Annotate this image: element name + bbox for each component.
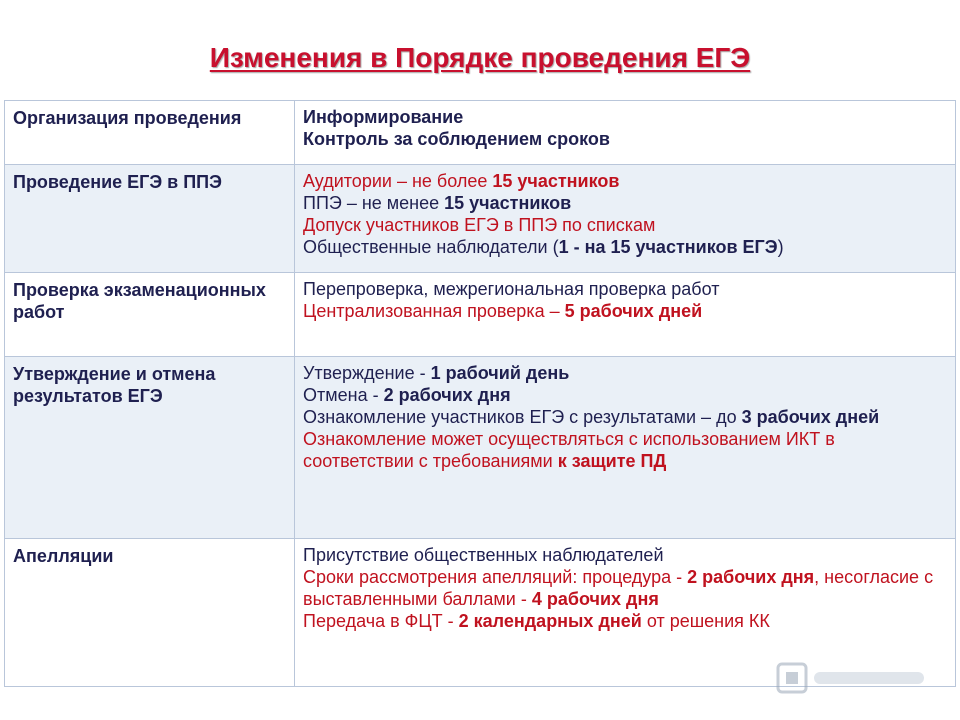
detail-line	[303, 278, 947, 300]
detail-line	[303, 214, 947, 236]
row-details	[295, 357, 956, 539]
detail-line	[303, 610, 947, 632]
emphasis-text: 1 рабочий день	[430, 363, 570, 383]
detail-text: Ознакомление может осуществляться с использованием ИКТ в соответствии с требованиями	[303, 429, 835, 471]
emphasis-text: 1 - на 15 участников ЕГЭ	[558, 237, 778, 257]
detail-text: ППЭ – не менее	[303, 193, 445, 213]
changes-table-body	[5, 101, 956, 687]
row-label: Утверждение и отмена результатов ЕГЭ	[5, 357, 295, 539]
detail-text: Присутствие общественных наблюдателей	[303, 545, 664, 565]
row-label: Апелляции	[5, 539, 295, 687]
table-row-appeals	[5, 539, 956, 687]
detail-line	[303, 544, 947, 566]
emphasis-text: к защите ПД	[557, 451, 667, 471]
emphasis-text: 15 участников	[492, 171, 620, 191]
detail-text: Утверждение -	[303, 363, 431, 383]
detail-text: Передача в ФЦТ -	[303, 611, 459, 631]
detail-line	[303, 566, 947, 610]
emphasis-text: 2 рабочих дня	[383, 385, 511, 405]
table-row-checking	[5, 273, 956, 357]
table-row-organization	[5, 101, 956, 165]
detail-text: от решения КК	[641, 611, 770, 631]
row-label: Организация проведения	[5, 101, 295, 165]
emphasis-text: Контроль за соблюдением сроков	[303, 129, 610, 149]
changes-table	[4, 100, 956, 687]
detail-line	[303, 236, 947, 258]
detail-line	[303, 170, 947, 192]
detail-text: Общественные наблюдатели (	[303, 237, 559, 257]
detail-line	[303, 128, 947, 150]
row-details	[295, 165, 956, 273]
emphasis-text: Информирование	[303, 107, 464, 127]
emphasis-text: 5 рабочих дней	[564, 301, 703, 321]
row-details	[295, 101, 956, 165]
detail-text: , несогласие с выставленными баллами -	[303, 567, 934, 609]
emphasis-text: 4 рабочих дня	[531, 589, 659, 609]
page-title: Изменения в Порядке проведения ЕГЭ	[209, 42, 751, 73]
emphasis-text: 2 календарных дней	[458, 611, 642, 631]
emphasis-text: 2 рабочих дня	[687, 567, 815, 587]
row-label: Проверка экзаменационных работ	[5, 273, 295, 357]
detail-line	[303, 362, 947, 384]
detail-text: Перепроверка, межрегиональная проверка работ	[303, 279, 720, 299]
detail-text: Централизованная проверка –	[303, 301, 565, 321]
table-row-conduct	[5, 165, 956, 273]
detail-text: Отмена -	[303, 385, 384, 405]
emphasis-text: 15 участников	[444, 193, 572, 213]
row-label: Проведение ЕГЭ в ППЭ	[5, 165, 295, 273]
detail-text: Аудитории – не более	[303, 171, 493, 191]
detail-text: Допуск участников ЕГЭ в ППЭ по спискам	[303, 215, 656, 235]
row-details	[295, 539, 956, 687]
detail-line	[303, 406, 947, 428]
detail-line	[303, 192, 947, 214]
detail-line	[303, 106, 947, 128]
detail-line	[303, 300, 947, 322]
detail-text: )	[777, 237, 784, 257]
detail-line	[303, 428, 947, 472]
table-row-approval	[5, 357, 956, 539]
detail-line	[303, 384, 947, 406]
detail-text: Сроки рассмотрения апелляций: процедура -	[303, 567, 688, 587]
detail-text: Ознакомление участников ЕГЭ с результатами – до	[303, 407, 742, 427]
row-details	[295, 273, 956, 357]
emphasis-text: 3 рабочих дней	[741, 407, 880, 427]
